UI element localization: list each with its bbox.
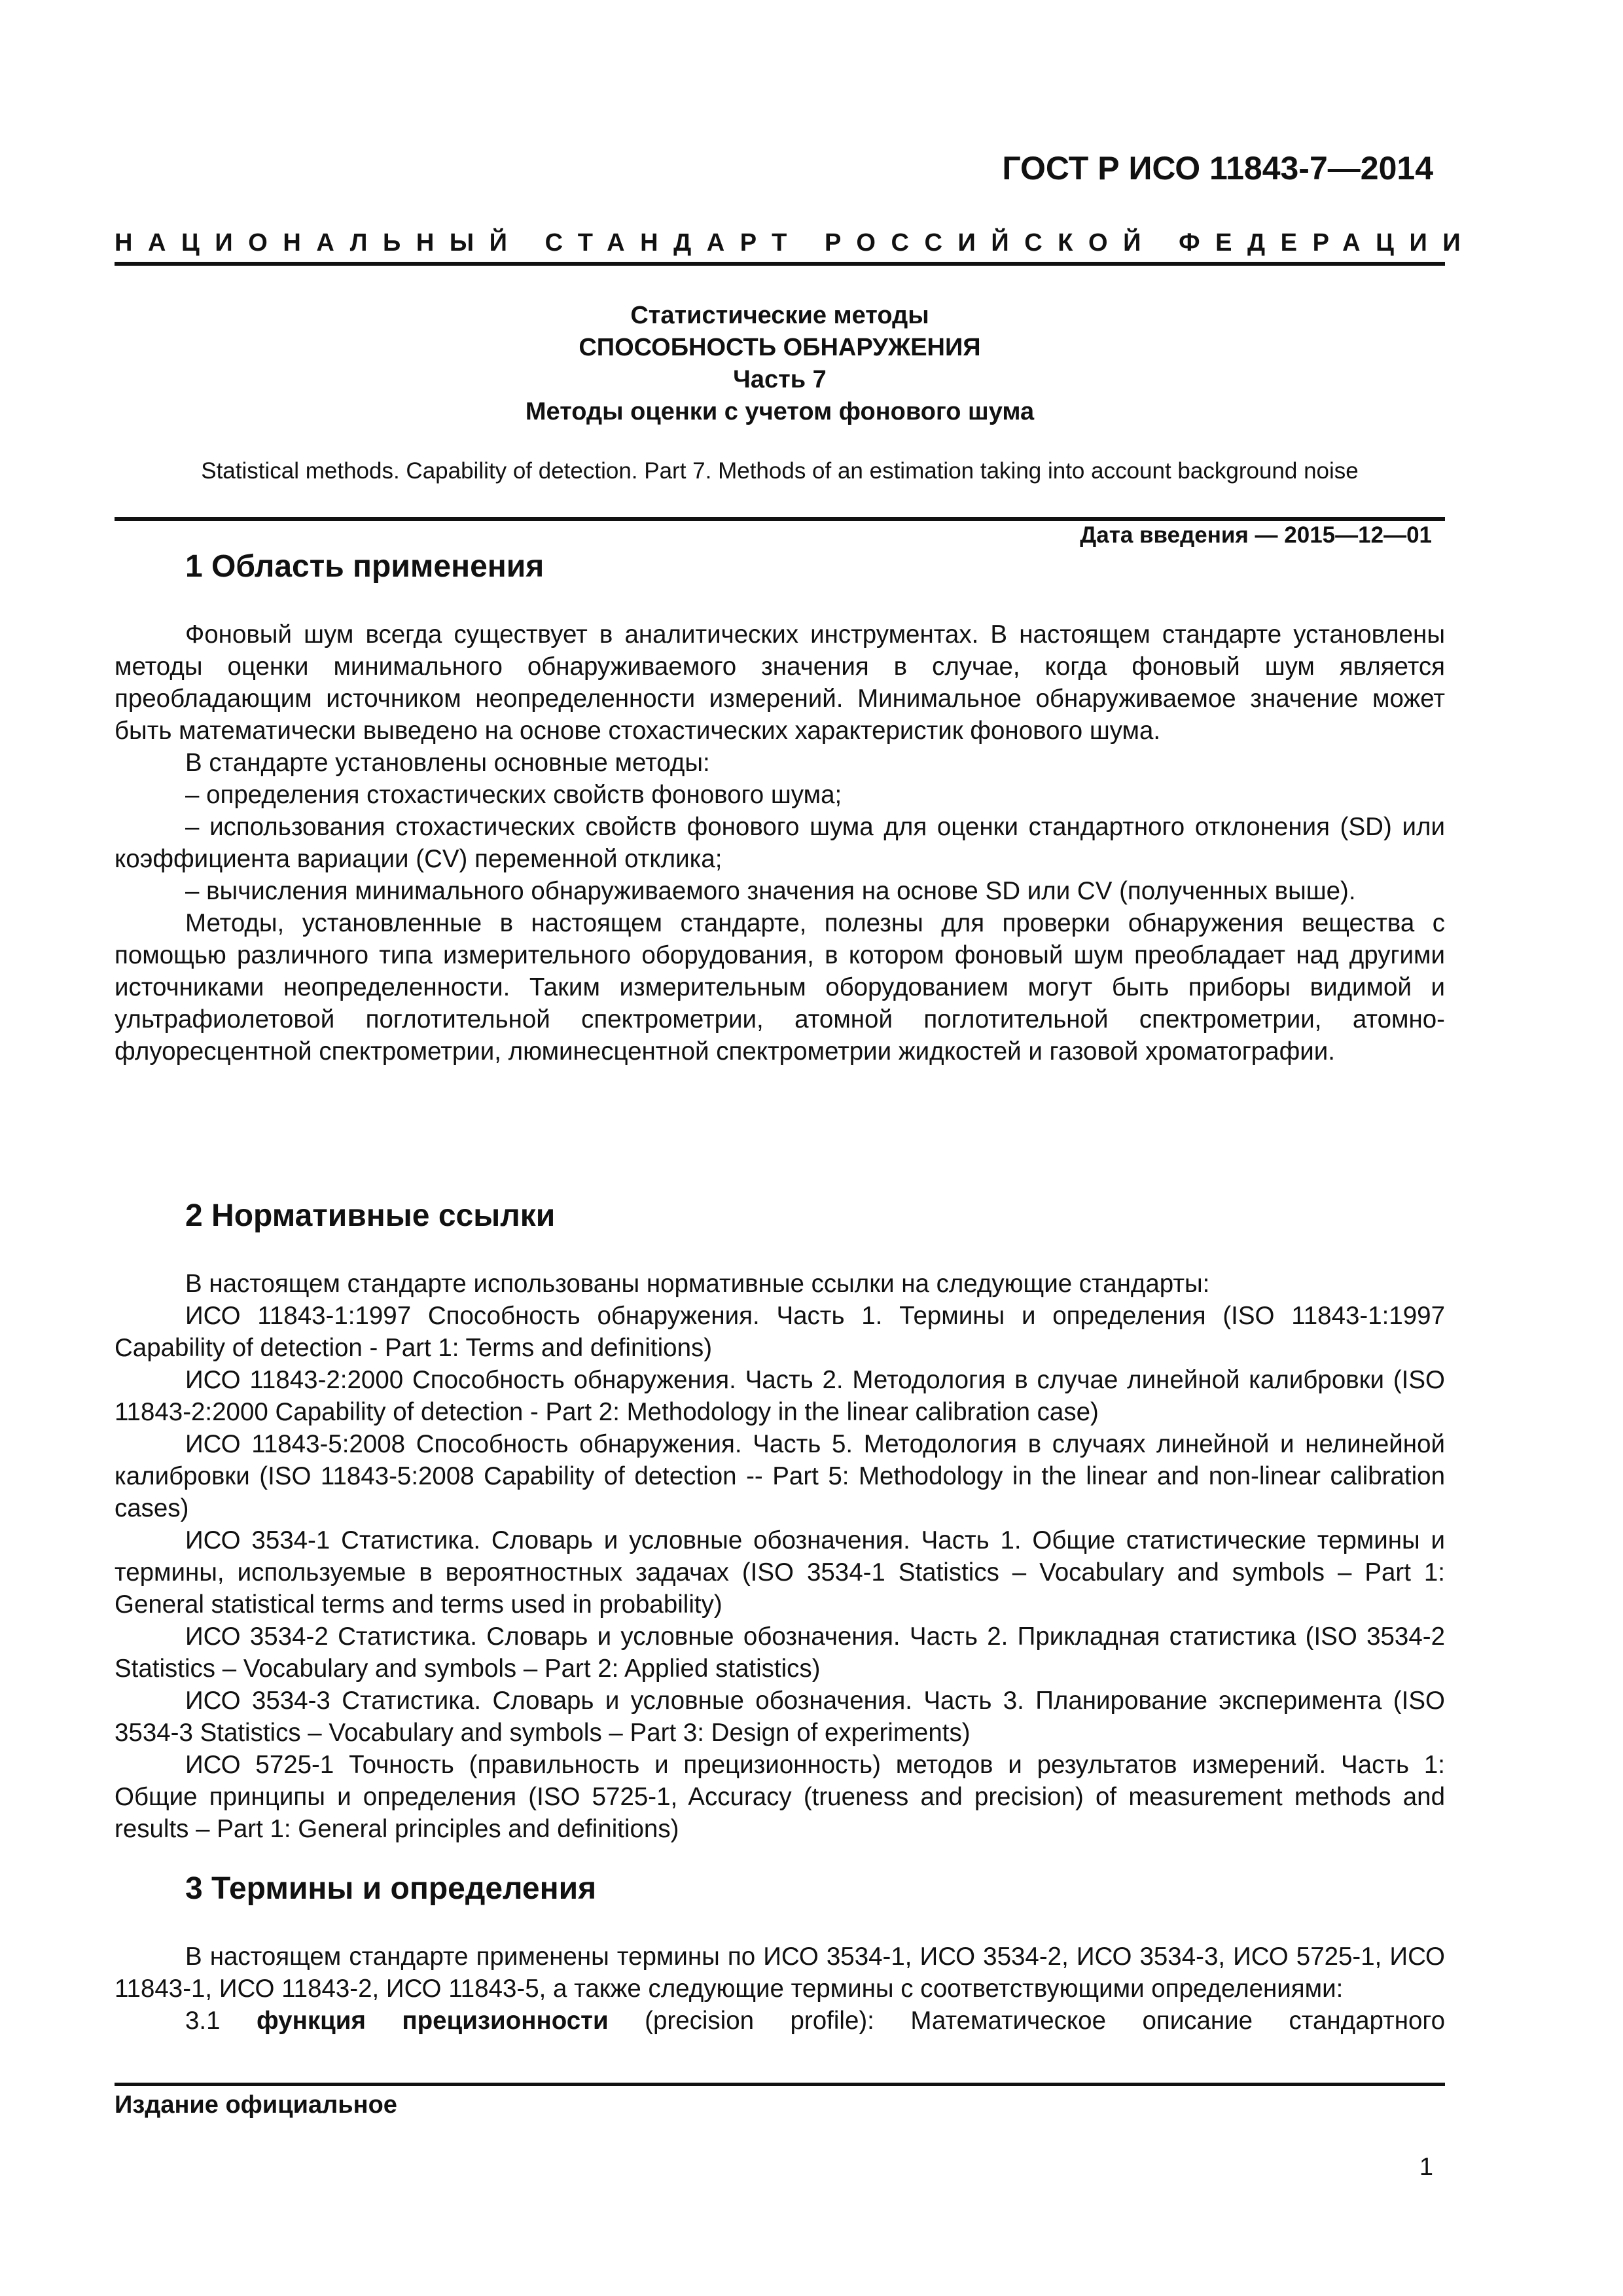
section-3-heading: 3 Термины и определения (185, 1871, 597, 1906)
list-item: – вычисления минимального обнаруживаемого значения на основе SD или CV (полученных выше). (185, 877, 1356, 905)
paragraph: Фоновый шум всегда существует в аналитических инструментах. В настоящем стандарте установлены методы оценки минимального обнаруживаемого значения в случае, когда фоновый шум является преобладающим источником неопределенности измерений. Минимальное обнаруживаемое значение может быть математически выведено на основе стохастических характеристик фонового шума. (115, 620, 1445, 745)
section-2-heading: 2 Нормативные ссылки (185, 1198, 556, 1233)
section-1-body (115, 619, 1445, 1067)
section-1-heading: 1 Область применения (185, 549, 544, 584)
section-3-body (115, 1941, 1445, 2037)
reference-item: ИСО 11843-5:2008 Способность обнаружения. Часть 5. Методология в случаях линейной и нелинейной калибровки (ISO 11843-5:2008 Capability of detection -- Part 5: Methodology in the linear and non-linear calibration cases) (115, 1430, 1445, 1522)
term-name: функция прецизионности (257, 2007, 609, 2035)
reference-item: ИСО 11843-1:1997 Способность обнаружения. Часть 1. Термины и определения (ISO 11843-1:1997 Capability of detection - Part 1: Terms and definitions) (115, 1302, 1445, 1362)
footer-rule (115, 2083, 1445, 2086)
national-standard-caption: НАЦИОНАЛЬНЫЙ СТАНДАРТ РОССИЙСКОЙ ФЕДЕРАЦИИ (115, 229, 1476, 257)
title-line-4: Методы оценки с учетом фонового шума (525, 398, 1035, 425)
title-line-2: СПОСОБНОСТЬ ОБНАРУЖЕНИЯ (579, 334, 981, 361)
paragraph: Методы, установленные в настоящем стандарте, полезны для проверки обнаружения вещества с помощью различного типа измерительного оборудования, в котором фоновый шум преобладает над другими источниками неопределенности. Таким измерительным оборудованием могут быть приборы видимой и ультрафиолетовой поглотительной спектрометрии, атомной поглотительной спектрометрии, атомно-флуоресцентной спектрометрии, люминесцентной спектрометрии жидкостей и газовой хроматографии. (115, 909, 1445, 1066)
official-edition-label: Издание официальное (115, 2091, 397, 2119)
introduction-date: Дата введения — 2015—12—01 (1080, 522, 1432, 548)
reference-item: ИСО 3534-3 Статистика. Словарь и условные обозначения. Часть 3. Планирование эксперимента (ISO 3534-3 Statistics – Vocabulary and symbols – Part 3: Design of experiments) (115, 1687, 1445, 1747)
section-2-body (115, 1268, 1445, 1845)
term-definition (115, 2005, 1445, 2037)
paragraph: В стандарте установлены основные методы: (185, 749, 710, 777)
reference-item: ИСО 11843-2:2000 Способность обнаружения. Часть 2. Методология в случае линейной калибровки (ISO 11843-2:2000 Capability of detection - Part 2: Methodology in the linear calibration case) (115, 1366, 1445, 1426)
reference-item: ИСО 3534-1 Статистика. Словарь и условные обозначения. Часть 1. Общие статистические термины и термины, используемые в вероятностных задачах (ISO 3534-1 Statistics – Vocabulary and symbols – Part 1: General statistical terms and terms used in probability) (115, 1526, 1445, 1619)
reference-item: ИСО 5725-1 Точность (правильность и прецизионность) методов и результатов измерений. Часть 1: Общие принципы и определения (ISO 5725-1, Accuracy (trueness and precision) of measurement methods and results – Part 1: General principles and definitions) (115, 1751, 1445, 1843)
header-rule (115, 262, 1445, 266)
title-rule (115, 517, 1445, 521)
list-item: – определения стохастических свойств фонового шума; (185, 781, 842, 809)
document-code: ГОСТ Р ИСО 11843-7—2014 (1002, 150, 1433, 187)
title-line-3: Часть 7 (733, 366, 827, 393)
paragraph: В настоящем стандарте использованы нормативные ссылки на следующие стандарты: (185, 1270, 1210, 1298)
reference-item: ИСО 3534-2 Статистика. Словарь и условные обозначения. Часть 2. Прикладная статистика (ISO 3534-2 Statistics – Vocabulary and symbols – Part 2: Applied statistics) (115, 1623, 1445, 1683)
title-line-1: Статистические методы (630, 302, 929, 329)
term-number: 3.1 (185, 2007, 221, 2035)
list-item: – использования стохастических свойств фонового шума для оценки стандартного отклонения (SD) или коэффициента вариации (CV) переменной отклика; (115, 813, 1445, 873)
page-number: 1 (1419, 2153, 1433, 2181)
paragraph: В настоящем стандарте применены термины по ИСО 3534-1, ИСО 3534-2, ИСО 3534-3, ИСО 5725-1, ИСО 11843-1, ИСО 11843-2, ИСО 11843-5, а также следующие термины с соответствующими определениями: (115, 1943, 1445, 2003)
document-title (115, 300, 1445, 428)
english-title: Statistical methods. Capability of detection. Part 7. Methods of an estimation taking into account background noise (201, 458, 1359, 484)
term-definition-text: (precision profile): Математическое описание стандартного (645, 2007, 1446, 2035)
